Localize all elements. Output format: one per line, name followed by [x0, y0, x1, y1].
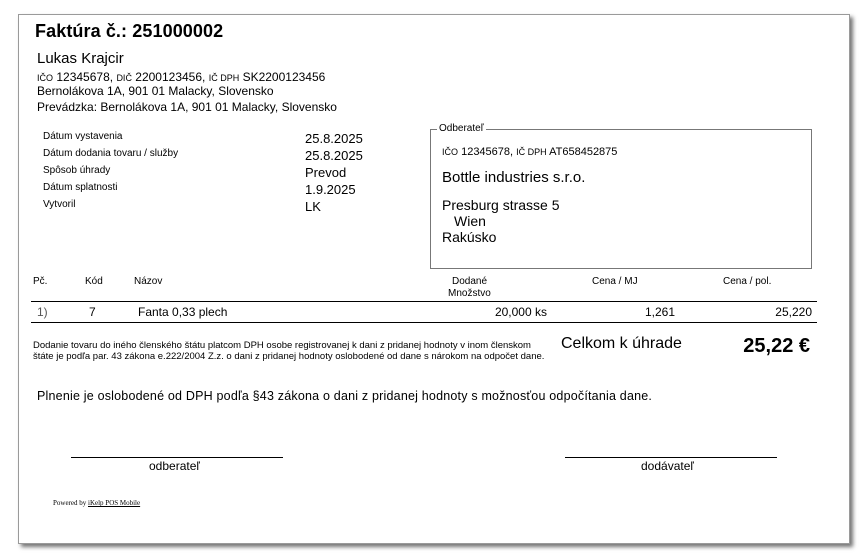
- meta-value-created-by: LK: [305, 199, 321, 214]
- buyer-icdph-label: IČ DPH: [516, 147, 547, 157]
- buyer-name: Bottle industries s.r.o.: [442, 169, 586, 186]
- meta-value-delivery-date: 25.8.2025: [305, 148, 363, 163]
- supplier-signature-line: [565, 457, 777, 458]
- header-code: Kód: [85, 276, 103, 287]
- total-label: Celkom k úhrade: [561, 335, 682, 352]
- header-pc: Pč.: [33, 276, 48, 287]
- buyer-ids: [442, 146, 617, 158]
- table-bottom-rule: [31, 322, 817, 323]
- header-quantity: Množstvo: [448, 288, 491, 299]
- header-delivered: Dodané: [452, 276, 488, 287]
- header-unit-price: Cena / MJ: [592, 276, 638, 287]
- seller-premises: Prevádzka: Bernolákova 1A, 901 01 Malacky, Slovensko: [37, 100, 337, 114]
- row-name: Fanta 0,33 plech: [138, 305, 228, 319]
- seller-icdph: SK2200123456: [242, 70, 326, 84]
- invoice-sheet: [18, 14, 850, 544]
- row-quantity: 20,000 ks: [494, 305, 547, 319]
- meta-value-due-date: 1.9.2025: [305, 182, 356, 197]
- invoice-number: 251000002: [132, 21, 224, 41]
- seller-address: Bernolákova 1A, 901 01 Malacky, Slovensko: [37, 84, 274, 98]
- seller-icdph-label: IČ DPH: [208, 73, 240, 83]
- supplier-signature-label: dodávateľ: [641, 459, 694, 473]
- buyer-street: Presburg strasse 5: [442, 197, 560, 213]
- row-code: 7: [89, 305, 96, 319]
- header-name: Názov: [134, 276, 163, 287]
- buyer-ico-label: IČO: [442, 147, 459, 157]
- powered-by: [53, 499, 140, 507]
- buyer-signature-label: odberateľ: [149, 459, 200, 473]
- invoice-title-prefix: Faktúra č.:: [35, 21, 128, 41]
- invoice-title: [35, 21, 223, 42]
- intra-eu-note: Dodanie tovaru do iného členského štátu platcom DPH osobe registrovanej k dani z pridanej hodnoty v inom členskom štáte je podľa par. 43 zákona e.222/2004 Z.z. o dani z pridanej hodnoty oslobodené od dane s nárokom na odpočet dane.: [33, 340, 545, 362]
- meta-label-due-date: Dátum splatnosti: [43, 182, 118, 193]
- seller-name: Lukas Krajcir: [37, 50, 124, 67]
- buyer-signature-line: [71, 457, 283, 458]
- seller-ids: [37, 70, 325, 84]
- powered-by-text: Powered by: [53, 499, 88, 507]
- buyer-icdph: AT658452875: [549, 146, 618, 158]
- buyer-city: Wien: [454, 213, 486, 229]
- table-header-rule: [31, 301, 817, 302]
- buyer-box: [430, 123, 812, 269]
- seller-dic-label: DIČ: [116, 73, 132, 83]
- row-unit-price: 1,261: [644, 305, 675, 319]
- meta-label-payment-method: Spôsob úhrady: [43, 165, 111, 176]
- meta-label-created-by: Vytvoril: [43, 199, 76, 210]
- seller-ico-label: IČO: [37, 73, 54, 83]
- row-pc: 1): [37, 305, 48, 319]
- seller-ico: 12345678,: [56, 70, 114, 84]
- powered-by-link[interactable]: iKelp POS Mobile: [88, 499, 141, 507]
- buyer-legend: Odberateľ: [439, 123, 484, 134]
- row-line-price: 25,220: [775, 305, 812, 319]
- meta-value-issue-date: 25.8.2025: [305, 131, 363, 146]
- meta-label-issue-date: Dátum vystavenia: [43, 131, 123, 142]
- buyer-country: Rakúsko: [442, 229, 497, 245]
- seller-dic: 2200123456,: [135, 70, 206, 84]
- meta-label-delivery-date: Dátum dodania tovaru / služby: [43, 148, 179, 159]
- meta-value-payment-method: Prevod: [305, 165, 347, 180]
- vat-exemption-text: Plnenie je oslobodené od DPH podľa §43 zákona o dani z pridanej hodnoty s možnosťou odpočítania dane.: [37, 389, 653, 403]
- total-value: 25,22 €: [743, 335, 810, 357]
- header-line-price: Cena / pol.: [723, 276, 772, 287]
- buyer-ico: 12345678,: [461, 146, 514, 158]
